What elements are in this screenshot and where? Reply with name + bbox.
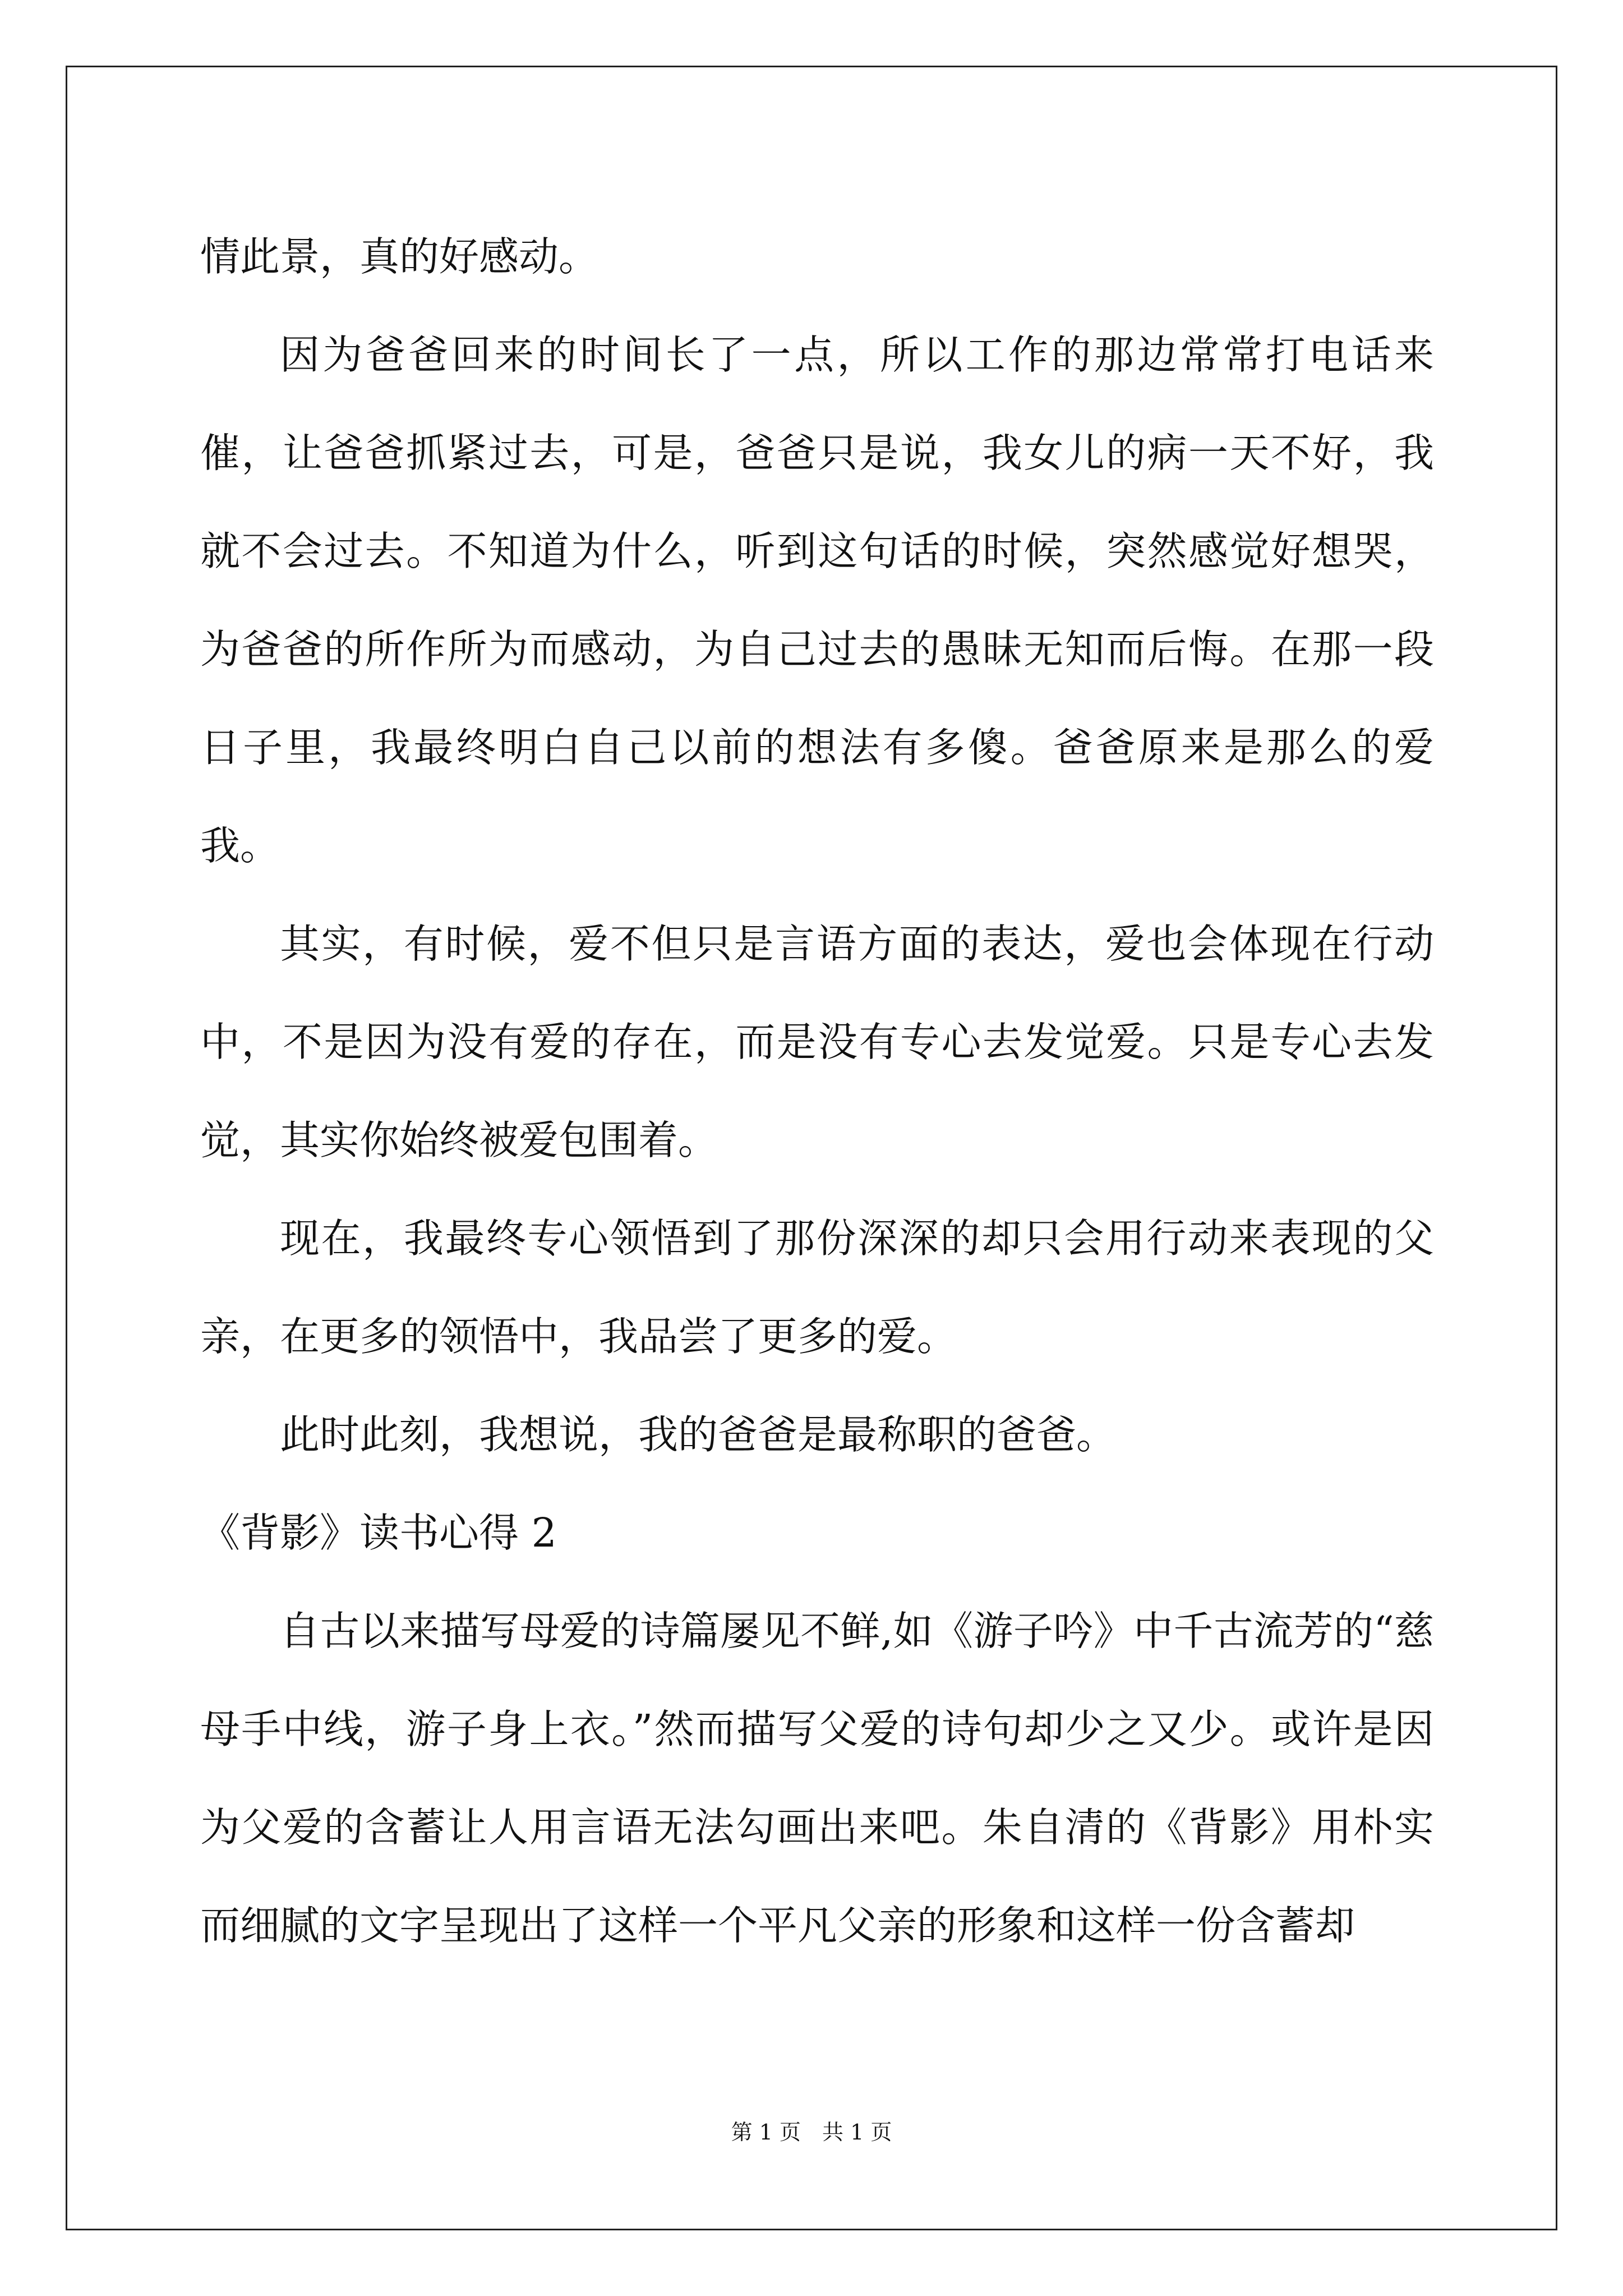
paragraph-5: 此时此刻，我想说，我的爸爸是最称职的爸爸。	[280, 1411, 1117, 1458]
document-body	[200, 208, 1434, 1975]
page-number: 第 1 页 共 1 页	[731, 2120, 892, 2145]
paragraph-3: 其实，有时候，爱不但只是言语方面的表达，爱也会体现在行动中，不是因为没有爱的存在，而是没有专心去发觉爱。只是专心去发觉，其实你始终被爱包围着。	[200, 921, 1434, 1163]
paragraph-4: 现在，我最终专心领悟到了那份深深的却只会用行动来表现的父亲，在更多的领悟中，我品尝了更多的爱。	[200, 1215, 1434, 1360]
paragraph-2: 因为爸爸回来的时间长了一点，所以工作的那边常常打电话来催，让爸爸抓紧过去，可是，爸爸只是说，我女儿的病一天不好，我就不会过去。不知道为什么，听到这句话的时候，突然感觉好想哭，为爸爸的所作所为而感动，为自己过去的愚昧无知而后悔。在那一段日子里，我最终明白自己以前的想法有多傻。爸爸原来是那么的爱我。	[200, 332, 1434, 869]
section-paragraph-1: 自古以来描写母爱的诗篇屡见不鲜,如《游子吟》中千古流芳的“慈母手中线，游子身上衣。”然而描写父爱的诗句却少之又少。或许是因为父爱的含蓄让人用言语无法勾画出来吧。朱自清的《背影》用朴实而细腻的文字呈现出了这样一个平凡父亲的形象和这样一份含蓄却	[200, 1608, 1434, 1949]
paragraph-1: 情此景，真的好感动。	[200, 233, 599, 280]
section-title: 《背影》读书心得 2	[200, 1510, 557, 1556]
